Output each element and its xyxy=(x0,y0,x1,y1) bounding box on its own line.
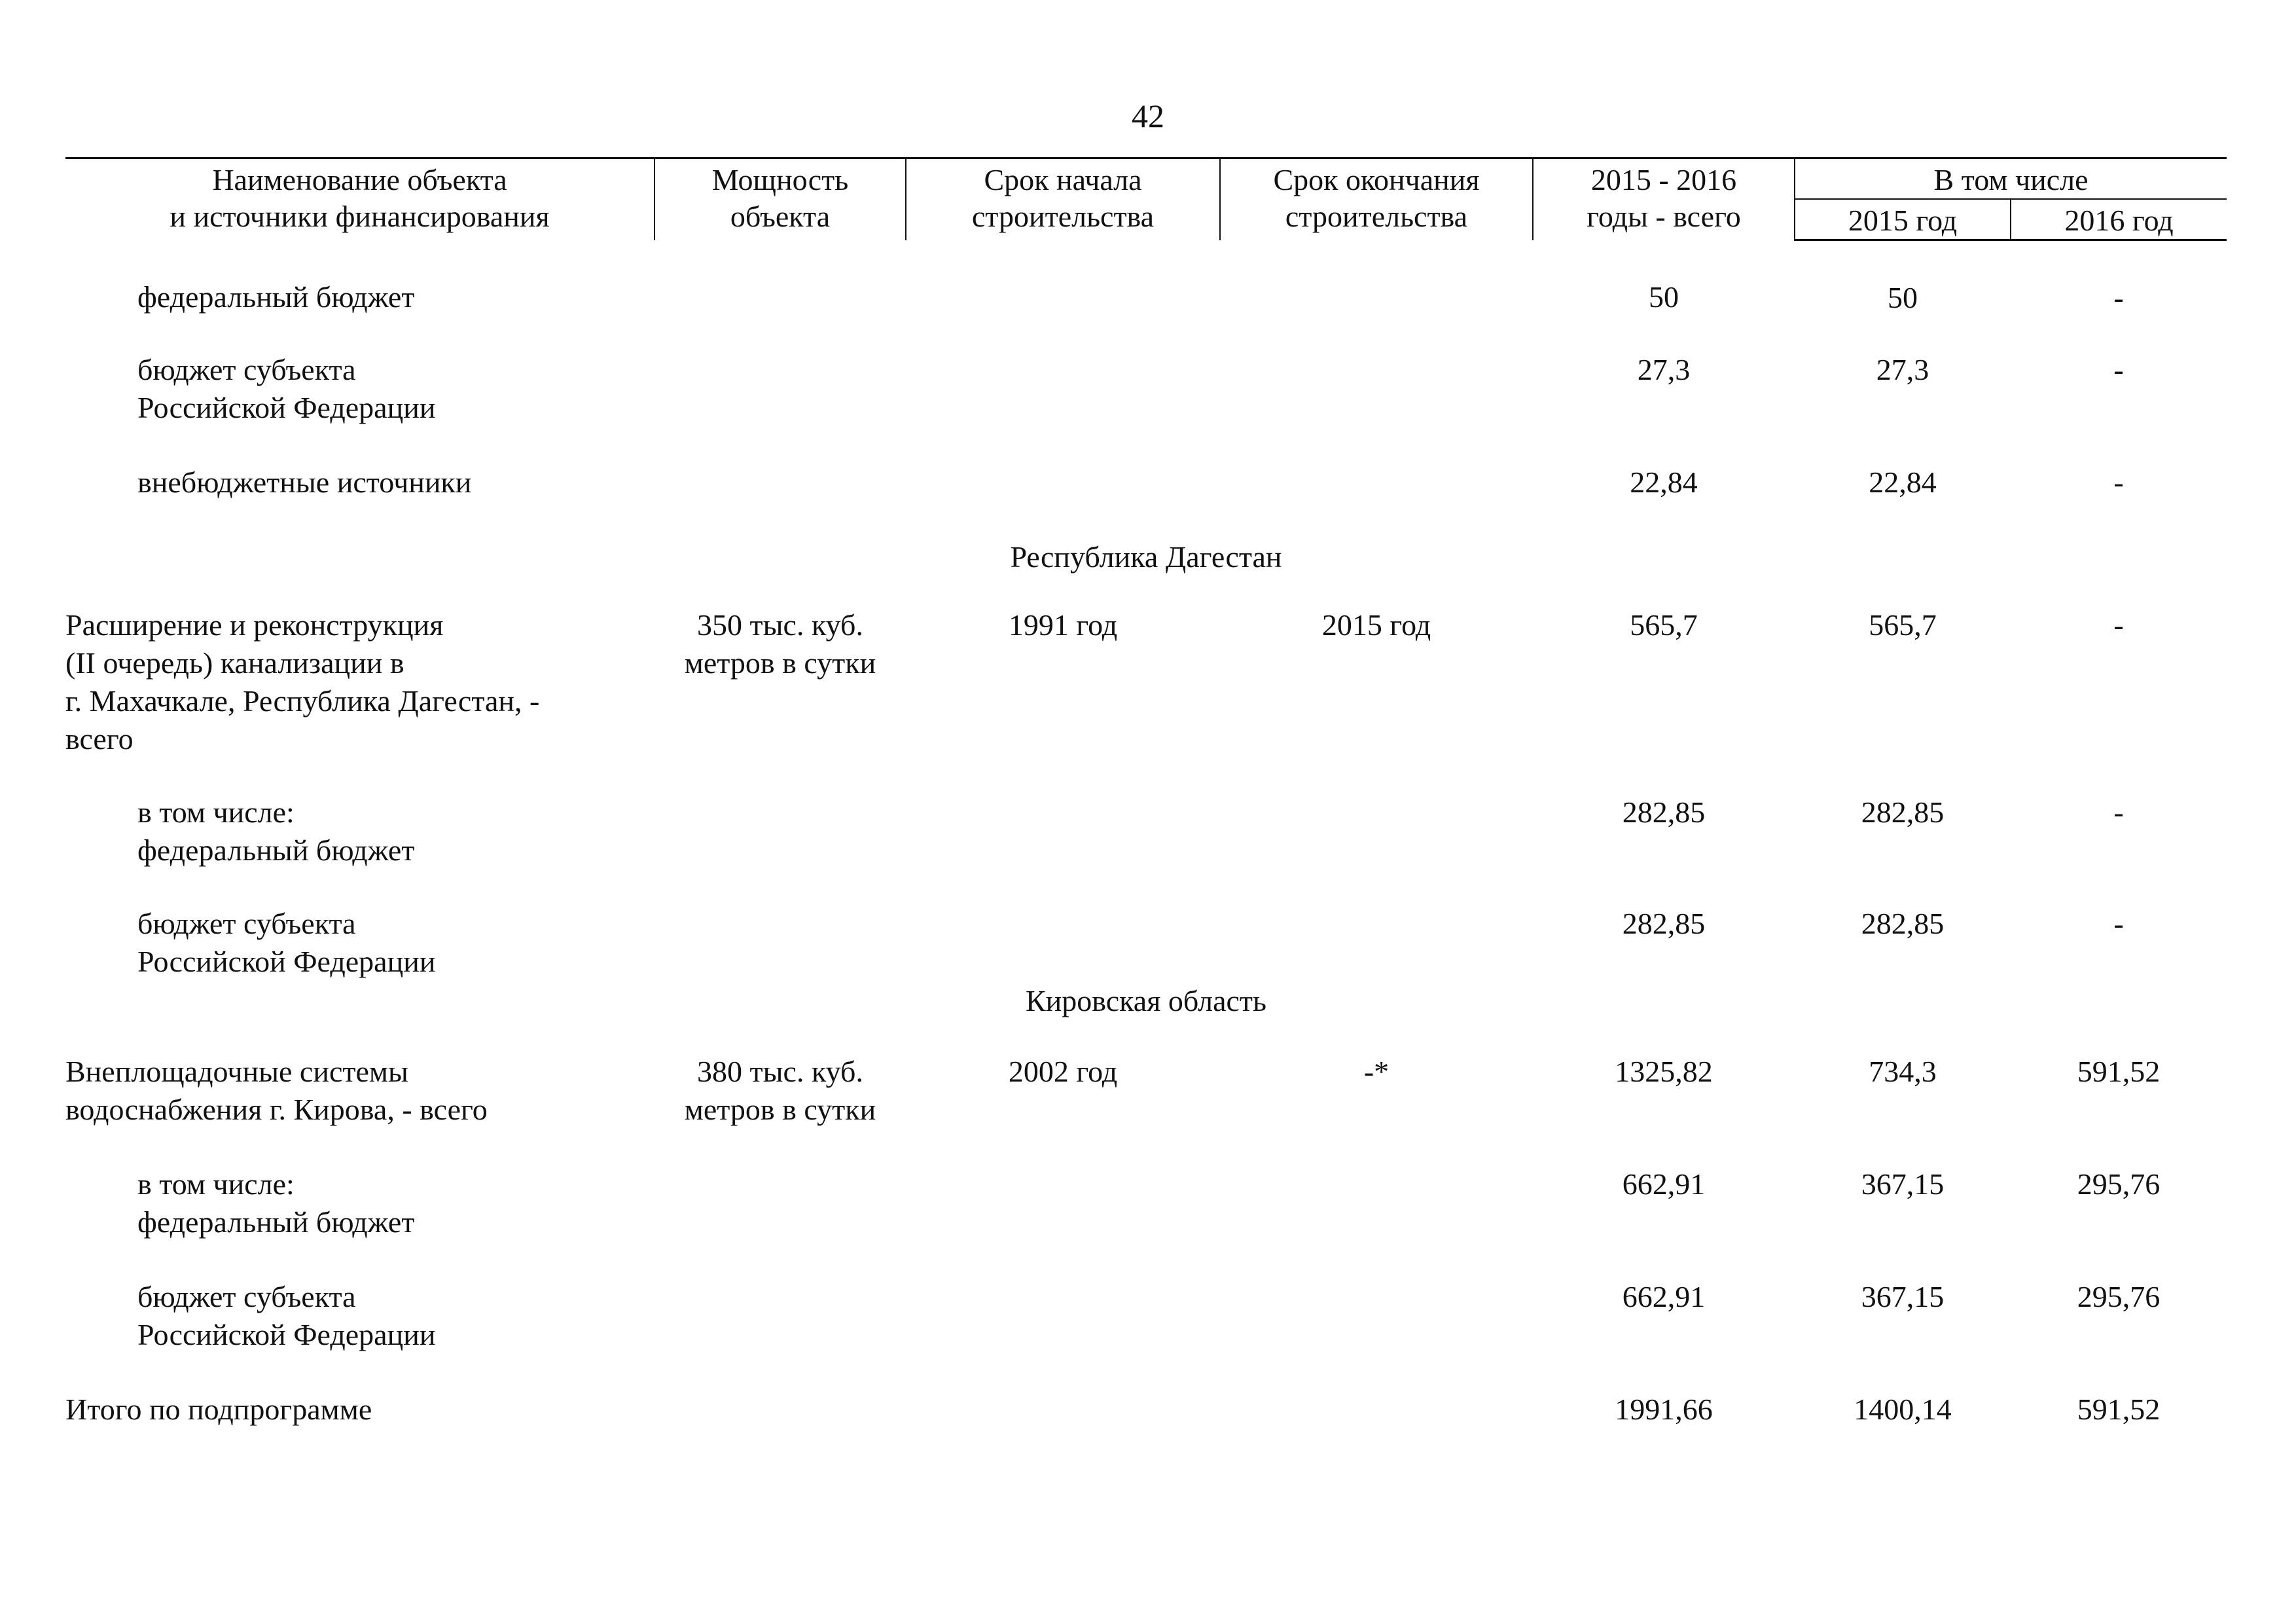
row-name: федеральный бюджет xyxy=(137,280,415,314)
row-total: 662,91 xyxy=(1622,1280,1706,1313)
row-2016: - xyxy=(2113,465,2124,499)
region-row xyxy=(65,981,2227,1020)
financing-table xyxy=(65,157,2227,1429)
table-row xyxy=(65,576,2227,758)
row-capacity: 350 тыс. куб. метров в сутки xyxy=(684,608,876,680)
table-header xyxy=(65,158,2227,240)
row-name: в том числе: федеральный бюджет xyxy=(137,795,415,867)
row-2016: 591,52 xyxy=(2077,1393,2161,1426)
table-row xyxy=(65,758,2227,869)
row-end: 2015 год xyxy=(1321,608,1431,642)
row-name: Итого по подпрограмме xyxy=(65,1393,372,1426)
table-row xyxy=(65,1241,2227,1354)
table-row xyxy=(65,869,2227,981)
row-name: внебюджетные источники xyxy=(137,465,472,499)
header-capacity: Мощность объекта xyxy=(655,158,906,240)
row-2015: 27,3 xyxy=(1876,353,1929,386)
row-name: бюджет субъекта Российской Федерации xyxy=(137,353,436,424)
header-including: В том числе xyxy=(1795,158,2227,200)
table-row xyxy=(65,427,2227,501)
header-name: Наименование объекта и источники финансирования xyxy=(65,158,655,240)
header-start: Срок начала строительства xyxy=(906,158,1220,240)
row-2016: 295,76 xyxy=(2077,1280,2161,1313)
row-2016: - xyxy=(2113,281,2124,314)
row-2016: - xyxy=(2113,608,2124,642)
header-2015: 2015 год xyxy=(1795,199,2011,240)
row-start: 1991 год xyxy=(1008,608,1118,642)
row-total: 282,85 xyxy=(1622,795,1706,829)
row-2015: 565,7 xyxy=(1869,608,1937,642)
table-row xyxy=(65,317,2227,427)
row-2015: 734,3 xyxy=(1869,1055,1937,1088)
region-title: Кировская область xyxy=(1025,984,1267,1017)
row-name: в том числе: федеральный бюджет xyxy=(137,1167,415,1239)
header-end: Срок окончания строительства xyxy=(1220,158,1533,240)
row-2015: 367,15 xyxy=(1861,1167,1945,1201)
row-name: бюджет субъекта Российской Федерации xyxy=(137,1280,436,1351)
row-total: 662,91 xyxy=(1622,1167,1706,1201)
row-total: 50 xyxy=(1649,280,1679,314)
row-total: 282,85 xyxy=(1622,907,1706,940)
row-2015: 1400,14 xyxy=(1854,1393,1952,1426)
row-end: -* xyxy=(1363,1055,1390,1088)
header-total: 2015 - 2016 годы - всего xyxy=(1533,158,1795,240)
region-row xyxy=(65,501,2227,576)
row-2016: - xyxy=(2113,353,2124,386)
row-2015: 367,15 xyxy=(1861,1280,1945,1313)
row-2015: 50 xyxy=(1888,281,1918,314)
row-capacity: 380 тыс. куб. метров в сутки xyxy=(684,1055,876,1126)
row-total: 27,3 xyxy=(1637,353,1691,386)
table-row xyxy=(65,1129,2227,1241)
table-row xyxy=(65,1020,2227,1129)
row-2015: 282,85 xyxy=(1861,795,1945,829)
row-name: бюджет субъекта Российской Федерации xyxy=(137,907,436,978)
header-2016: 2016 год xyxy=(2011,199,2227,240)
row-2016: - xyxy=(2113,795,2124,829)
page-number: 42 xyxy=(1132,98,1164,134)
row-2015: 22,84 xyxy=(1869,465,1937,499)
row-name: Расширение и реконструкция (II очередь) канализации в г. Махачкале, Республика Дагестан, - всего xyxy=(65,608,540,756)
table-row xyxy=(65,1354,2227,1429)
row-total: 1991,66 xyxy=(1615,1393,1713,1426)
row-2016: - xyxy=(2113,907,2124,940)
row-total: 1325,82 xyxy=(1615,1055,1713,1088)
row-total: 565,7 xyxy=(1630,608,1698,642)
row-2015: 282,85 xyxy=(1861,907,1945,940)
row-total: 22,84 xyxy=(1630,465,1698,499)
region-title: Республика Дагестан xyxy=(1010,540,1282,574)
row-2016: 295,76 xyxy=(2077,1167,2161,1201)
row-2016: 591,52 xyxy=(2077,1055,2161,1088)
table-row xyxy=(65,240,2227,318)
row-name: Внеплощадочные системы водоснабжения г. Кирова, - всего xyxy=(65,1055,488,1126)
row-start: 2002 год xyxy=(1008,1055,1118,1088)
